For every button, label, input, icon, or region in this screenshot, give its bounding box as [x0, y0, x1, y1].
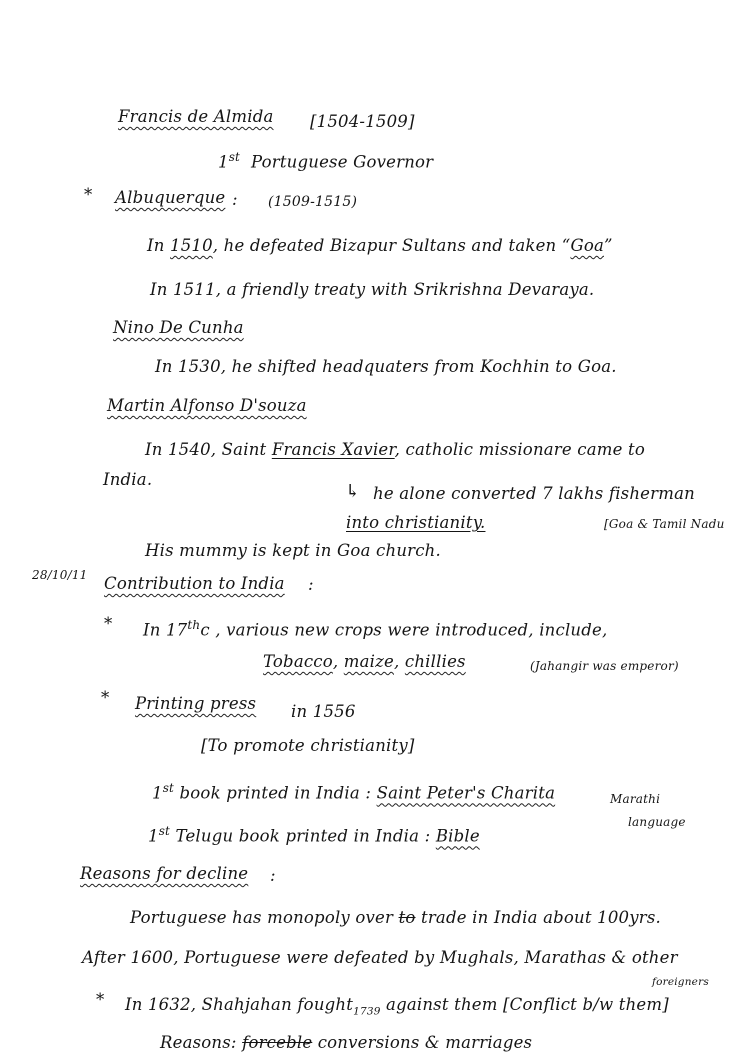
- bullet: *: [104, 614, 113, 633]
- book2-title: Bible: [435, 826, 480, 846]
- line1-post: c , various new crops were introduced, include,: [200, 620, 608, 640]
- book1-title: Saint Peter's Charita: [376, 783, 556, 803]
- line1-pre: Portuguese has monopoly over: [130, 908, 394, 927]
- press-year: in 1556: [291, 702, 356, 721]
- bullet: *: [101, 688, 110, 707]
- line3-year: 1739: [353, 1005, 381, 1018]
- line1-mid: , he defeated Bizapur Sultans and taken “: [212, 236, 571, 255]
- sup: st: [162, 781, 175, 795]
- decline-line2: After 1600, Portuguese were defeated by Mughals, Marathas & other: [82, 948, 678, 967]
- pre: 1: [148, 826, 159, 846]
- reasons-post: conversions & marriages: [317, 1033, 533, 1052]
- colon: :: [232, 190, 238, 209]
- printing-press: Printing press: [135, 694, 257, 713]
- line1-pre: In 1540, Saint: [145, 440, 267, 459]
- pre: 1: [152, 783, 163, 803]
- mummy-line: His mummy is kept in Goa church.: [145, 541, 441, 560]
- albuquerque-line2: In 1511, a friendly treaty with Srikrishna Devaraya.: [150, 280, 595, 299]
- xavier-note2: into christianity.: [346, 513, 486, 532]
- line1-goa: Goa: [570, 236, 604, 255]
- margin-date: 28/10/11: [32, 568, 88, 582]
- xavier-bracket: [Goa & Tamil Nadu: [604, 517, 725, 531]
- press-purpose: [To promote christianity]: [201, 736, 415, 755]
- mid: book printed in India :: [174, 783, 372, 803]
- colon: :: [308, 575, 314, 594]
- crops-list: [263, 652, 466, 672]
- decline-line1: [130, 908, 661, 928]
- decline-line2b: foreigners: [652, 976, 709, 988]
- first-book-line: [152, 778, 555, 804]
- colon: :: [270, 866, 276, 885]
- albuquerque-name: Albuquerque: [115, 188, 226, 207]
- line3-pre: In 1632, Shahjahan: [125, 995, 292, 1014]
- first-portuguese-governor: 1st Portuguese Governor: [218, 150, 434, 172]
- line1-post: trade in India about 100yrs.: [420, 908, 661, 927]
- mid: Telugu book printed in India :: [170, 826, 431, 846]
- crop-tobacco: Tobacco: [263, 652, 333, 671]
- line1-post: , catholic missionare came to: [394, 440, 645, 459]
- reasons-label: Reasons:: [160, 1033, 237, 1052]
- line1-pre: In: [147, 236, 165, 255]
- line1-pre: In 17: [143, 620, 188, 640]
- sup: th: [187, 618, 201, 632]
- line1-year: 1510: [170, 236, 213, 255]
- telugu-book-line: [148, 821, 480, 847]
- crop-chillies: chillies: [404, 652, 466, 671]
- cunha-name: Nino De Cunha: [113, 318, 244, 337]
- albuquerque-line1: [147, 236, 613, 256]
- arrow-icon: ↳: [345, 481, 361, 502]
- decline-heading: Reasons for decline: [80, 864, 249, 883]
- book1-lang2: language: [628, 815, 686, 829]
- almeida-name: Francis de Almida: [118, 107, 274, 126]
- line1-strike: to: [398, 908, 416, 927]
- almeida-years: [1504-1509]: [310, 112, 415, 131]
- albuquerque-years: (1509-1515): [268, 194, 358, 210]
- decline-line3: [125, 995, 669, 1021]
- line3-post: against them [Conflict b/w them]: [386, 995, 669, 1014]
- reasons-strike: forceble: [242, 1033, 313, 1052]
- sup: st: [228, 150, 241, 164]
- reasons-line: [160, 1033, 532, 1053]
- xavier-name: Francis Xavier: [271, 440, 395, 459]
- sep: ,: [332, 652, 339, 671]
- crops-line: [143, 615, 607, 641]
- governor-title: Portuguese Governor: [250, 152, 434, 172]
- bullet: *: [96, 990, 105, 1009]
- emperor-note: (Jahangir was emperor): [530, 659, 679, 673]
- contribution-heading: Contribution to India: [104, 574, 285, 593]
- sup: st: [158, 824, 171, 838]
- book1-lang1: Marathi: [610, 792, 661, 806]
- sep: ,: [394, 652, 400, 671]
- xavier-note1: he alone converted 7 lakhs fisherman: [373, 484, 695, 503]
- dsouza-line2: India.: [103, 470, 153, 489]
- bullet: *: [84, 185, 93, 204]
- crop-maize: maize: [343, 652, 394, 671]
- dsouza-line1: [145, 440, 645, 460]
- cunha-line: In 1530, he shifted headquaters from Kochhin to Goa.: [155, 357, 617, 376]
- line1-end: ”: [604, 236, 613, 255]
- line3-fought: fought: [297, 995, 354, 1014]
- dsouza-name: Martin Alfonso D'souza: [107, 396, 307, 415]
